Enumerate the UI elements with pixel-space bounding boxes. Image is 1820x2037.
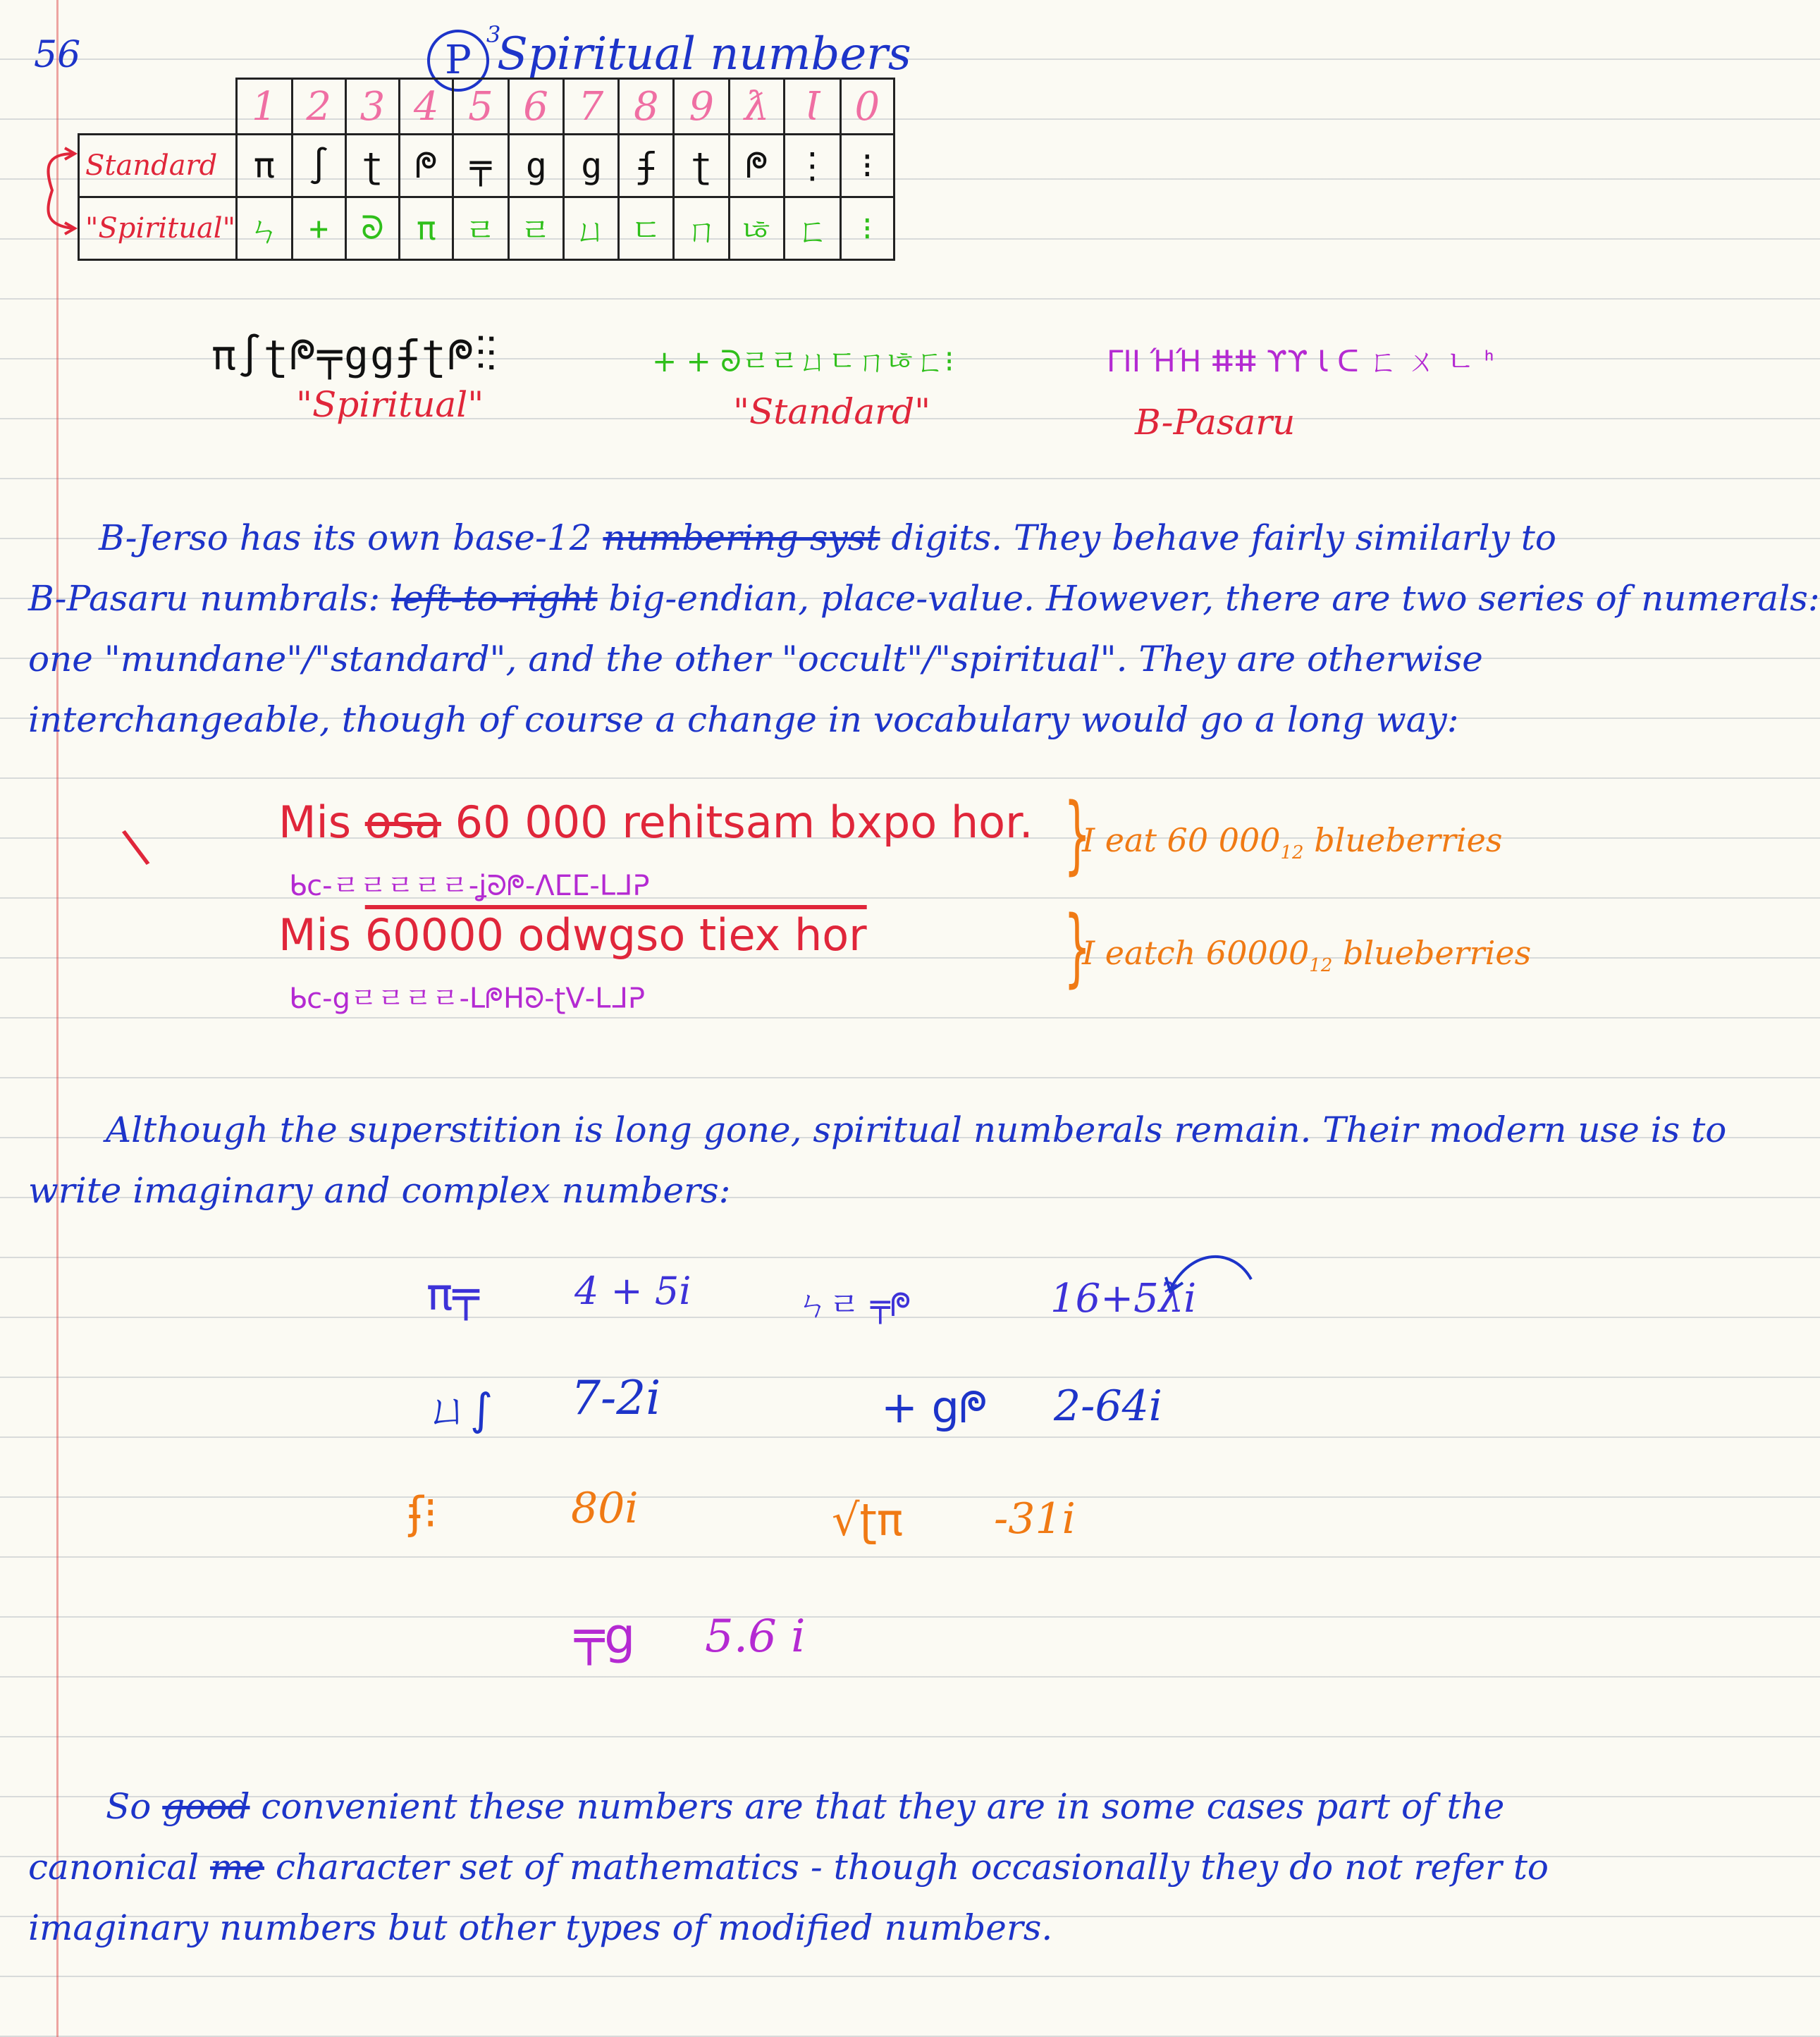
table-corner [79, 79, 237, 135]
pasaru-sample-label: B-Pasaru [1135, 402, 1296, 443]
standard-glyph: ∫ [292, 135, 345, 197]
digit-header: 7 [563, 79, 619, 135]
example-1-gloss [1082, 821, 1502, 863]
digit-header: 0 [840, 79, 894, 135]
standard-sample-glyphs: + + ᘐㄹㄹㄩㄷㄇㄶㄈ⁝ [652, 344, 954, 379]
digit-header: Ɩ [785, 79, 840, 135]
paragraph-line [28, 568, 1820, 629]
row-bracket-arrow [31, 141, 80, 240]
text-segment: Mis [278, 909, 365, 961]
paragraph-line: write imaginary and complex numbers: [28, 1170, 731, 1211]
text-segment: canonical [28, 1847, 211, 1888]
complex-glyph: + ցᖘ [881, 1381, 988, 1433]
standard-glyph: ʈ [674, 135, 730, 197]
page-number: 56 [34, 34, 81, 76]
complex-glyph: ㄣㄹ ╤ᖘ [797, 1286, 911, 1324]
paragraph-line: Although the superstition is long gone, spiritual numberals remain. Their modern use is to [106, 1109, 1727, 1150]
standard-glyph: ʄ [619, 135, 674, 197]
text-segment: 60000 odwgso tiex hor [364, 909, 867, 961]
text-segment: I eatch 60000 [1082, 934, 1310, 972]
text-segment: B-Pasaru numbrals: [28, 578, 392, 619]
standard-glyph: ց [563, 135, 619, 197]
pasaru-sample-glyphs: ΓΙΙ ΉΉ ⵌⵌ ϒϒ Ɩ ᑕ ㄈ ㄨ ㄴ ᑋ [1107, 344, 1494, 379]
text-segment: character set of mathematics - though occasionally they do not refer to [264, 1847, 1549, 1888]
spiritual-glyph: + [292, 197, 345, 260]
example-2-brace: } [1064, 899, 1091, 997]
complex-value: 5.6 i [705, 1611, 806, 1663]
paragraph-line [28, 507, 1820, 568]
spiritual-glyph: ㄷ [619, 197, 674, 260]
digit-header: 5 [453, 79, 508, 135]
spiritual-sample-label: "Spiritual" [296, 384, 484, 425]
digit-header: ƛ [730, 79, 785, 135]
complex-value: 80i [571, 1484, 639, 1533]
text-segment: So [106, 1786, 163, 1827]
text-segment: big-endian, place-value. However, there are two series of numerals: [597, 578, 1820, 619]
digit-header: 3 [345, 79, 399, 135]
standard-glyph: ⋮ [785, 135, 840, 197]
standard-glyph: ⁝ [840, 135, 894, 197]
struck-text: left-to-right [391, 578, 598, 619]
paragraph-line [28, 1776, 1549, 1837]
struck-text: osa [364, 796, 441, 848]
text-segment: I eat 60 000 [1082, 821, 1281, 859]
spiritual-row-label: "Spiritual" [79, 197, 237, 260]
complex-glyph: ʄ⁝ [409, 1487, 438, 1539]
complex-value: 16+5ƛi [1050, 1276, 1197, 1322]
standard-row-label: Standard [79, 135, 237, 197]
standard-glyph: ╤ [453, 135, 508, 197]
example-2-gloss [1082, 934, 1531, 976]
spiritual-glyph: ㄇ [674, 197, 730, 260]
text-segment: Mis [278, 796, 365, 848]
complex-glyph: ╤ց [574, 1607, 636, 1665]
text-segment: B-Jerso has its own base-12 [99, 517, 603, 558]
page-title: Spiritual numbers [497, 28, 911, 80]
spiritual-glyph: ㄹ [508, 197, 563, 260]
spiritual-glyph: ㄈ [785, 197, 840, 260]
example-2-script: ᑲc-ցㄹㄹㄹㄹ-ᒪᖘᕼᘐ-ʈᐯ-ᒪᒧᕈ [289, 983, 645, 1015]
standard-glyph: ʈ [345, 135, 399, 197]
paragraph-superstition [28, 1100, 1726, 1221]
base-subscript: 12 [1280, 842, 1304, 864]
example-1-brace: } [1064, 786, 1091, 884]
struck-text: numbering syst [603, 517, 880, 558]
example-1-jerso [278, 796, 1033, 848]
digit-header: 6 [508, 79, 563, 135]
digit-header: 4 [400, 79, 453, 135]
text-segment: blueberries [1332, 934, 1532, 972]
example-1-script: ᑲc-ㄹㄹㄹㄹㄹ-ʝᘐᖘ-Λⵎⵎ-ᒪᒧᕈ [289, 870, 650, 902]
standard-glyph: ց [508, 135, 563, 197]
standard-glyph: ᖘ [400, 135, 453, 197]
digit-header: 1 [237, 79, 293, 135]
base-subscript: 12 [1309, 955, 1333, 977]
paragraph-line: imaginary numbers but other types of modified numbers. [28, 1907, 1053, 1948]
spiritual-glyph: π [400, 197, 453, 260]
complex-glyph: √ʈπ [832, 1494, 904, 1546]
spiritual-glyph: ㄶ [730, 197, 785, 260]
standard-sample-label: "Standard" [733, 391, 931, 432]
paragraph-line: interchangeable, though of course a change in vocabulary would go a long way: [28, 699, 1459, 740]
section-badge: P [427, 30, 489, 92]
paragraph-line [28, 1837, 1549, 1897]
complex-glyph: ㄩ∫ [426, 1384, 493, 1435]
digit-header: 9 [674, 79, 730, 135]
spiritual-glyph: ⁝ [840, 197, 894, 260]
swap-arrow-icon [1163, 1241, 1262, 1297]
spiritual-glyph: ㄣ [237, 197, 293, 260]
complex-value: 2-64i [1054, 1381, 1162, 1431]
standard-glyph: π [237, 135, 293, 197]
numeral-table [78, 78, 895, 258]
margin-tick-mark: \ [113, 817, 157, 876]
example-2-jerso [278, 909, 867, 961]
text-segment: convenient these numbers are that they are in some cases part of the [250, 1786, 1505, 1827]
spiritual-sample-glyphs: π∫ʈᖘ╤ցցʄʈᖘ⋮⁝ [211, 331, 498, 379]
struck-text: me [210, 1847, 265, 1888]
paragraph-conclusion [28, 1776, 1549, 1958]
digit-header: 2 [292, 79, 345, 135]
text-segment: 60 000 rehitsam bxpo hor. [441, 796, 1033, 848]
struck-text: good [162, 1786, 250, 1827]
text-segment: blueberries [1303, 821, 1503, 859]
spiritual-glyph: ㄩ [563, 197, 619, 260]
spiritual-glyph: ᘐ [345, 197, 399, 260]
spiritual-glyph: ㄹ [453, 197, 508, 260]
complex-glyph: π╤ [426, 1269, 479, 1320]
paragraph-intro [28, 507, 1820, 750]
complex-value: -31i [994, 1494, 1076, 1544]
digit-header: 8 [619, 79, 674, 135]
text-segment: digits. They behave fairly similarly to [880, 517, 1556, 558]
complex-value: 4 + 5i [574, 1269, 691, 1313]
complex-value: 7-2i [571, 1371, 661, 1425]
paragraph-line: one "mundane"/"standard", and the other "occult"/"spiritual". They are otherwise [28, 639, 1483, 679]
section-superscript: 3 [486, 21, 501, 48]
standard-glyph: ᖘ [730, 135, 785, 197]
